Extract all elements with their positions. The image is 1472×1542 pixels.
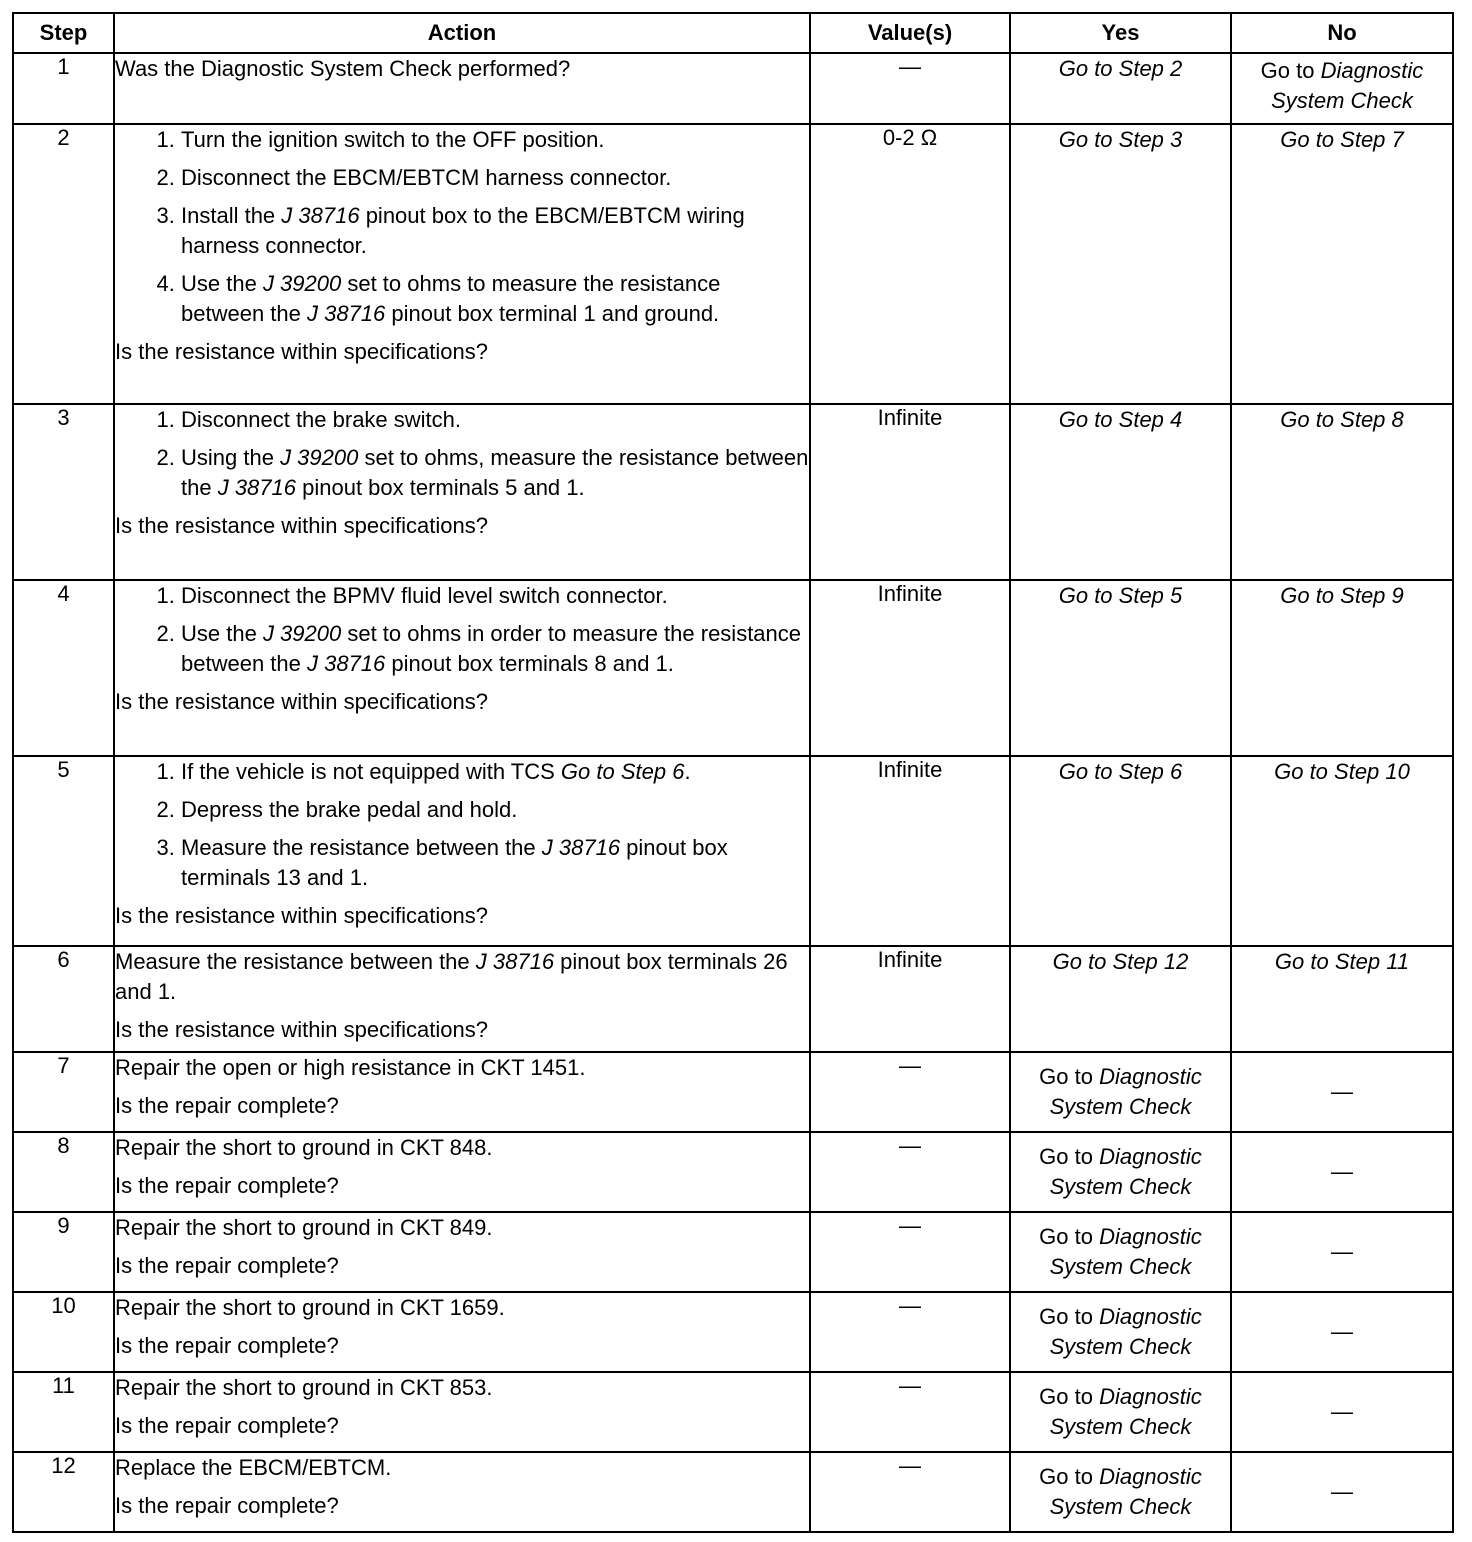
no-cell: — bbox=[1231, 1132, 1453, 1212]
action-text: Repair the short to ground in CKT 849. bbox=[115, 1215, 493, 1240]
yes-cell: Go to Step 6 bbox=[1010, 756, 1231, 946]
question-text: Is the repair complete? bbox=[115, 1253, 339, 1278]
action-cell bbox=[114, 1452, 810, 1532]
question-text: Is the repair complete? bbox=[115, 1413, 339, 1438]
list-item: 1. Turn the ignition switch to the OFF position. bbox=[181, 125, 809, 155]
step-number: 12 bbox=[13, 1452, 114, 1532]
no-cell: Go to Step 7 bbox=[1231, 124, 1453, 404]
list-item: 1. Disconnect the brake switch. bbox=[181, 405, 809, 435]
table-row bbox=[13, 1212, 1453, 1292]
step-number: 2 bbox=[13, 124, 114, 404]
step-number: 3 bbox=[13, 404, 114, 580]
action-list bbox=[115, 405, 809, 503]
no-cell: Go to Step 8 bbox=[1231, 404, 1453, 580]
value-cell: — bbox=[810, 53, 1010, 124]
yes-cell: Go to Step 4 bbox=[1010, 404, 1231, 580]
list-item: 3. Install the J 38716 pinout box to the EBCM/EBTCM wiring harness connector. bbox=[181, 201, 809, 261]
question-text: Is the repair complete? bbox=[115, 1333, 339, 1358]
yes-cell: Go to Step 2 bbox=[1010, 53, 1231, 124]
list-item: 1. If the vehicle is not equipped with TCS Go to Step 6. bbox=[181, 757, 809, 787]
value-cell: — bbox=[810, 1052, 1010, 1132]
action-cell bbox=[114, 124, 810, 404]
action-list bbox=[115, 125, 809, 329]
action-cell bbox=[114, 1372, 810, 1452]
no-cell: — bbox=[1231, 1372, 1453, 1452]
step-number: 11 bbox=[13, 1372, 114, 1452]
list-item: 2. Use the J 39200 set to ohms in order to measure the resistance between the J 38716 pinout box terminals 8 and 1. bbox=[181, 619, 809, 679]
list-item: 1. Disconnect the BPMV fluid level switch connector. bbox=[181, 581, 809, 611]
table-row bbox=[13, 1052, 1453, 1132]
action-text: Repair the short to ground in CKT 848. bbox=[115, 1135, 493, 1160]
yes-cell: Go to Step 5 bbox=[1010, 580, 1231, 756]
question-text: Is the resistance within specifications? bbox=[115, 513, 488, 538]
yes-cell: Go to Diagnostic System Check bbox=[1010, 1052, 1231, 1132]
action-cell bbox=[114, 946, 810, 1052]
table-row bbox=[13, 1292, 1453, 1372]
action-cell bbox=[114, 404, 810, 580]
no-cell: Go to Step 9 bbox=[1231, 580, 1453, 756]
yes-cell: Go to Diagnostic System Check bbox=[1010, 1372, 1231, 1452]
action-text: Measure the resistance between the J 38716 pinout box terminals 26 and 1. bbox=[115, 949, 788, 1004]
header-row bbox=[13, 13, 1453, 53]
yes-cell: Go to Diagnostic System Check bbox=[1010, 1132, 1231, 1212]
value-cell: Infinite bbox=[810, 946, 1010, 1052]
question-text: Is the resistance within specifications? bbox=[115, 689, 488, 714]
action-text: Repair the short to ground in CKT 853. bbox=[115, 1375, 493, 1400]
header-step: Step bbox=[13, 13, 114, 53]
header-values: Value(s) bbox=[810, 13, 1010, 53]
step-number: 9 bbox=[13, 1212, 114, 1292]
list-item: 2. Disconnect the EBCM/EBTCM harness connector. bbox=[181, 163, 809, 193]
action-cell bbox=[114, 1212, 810, 1292]
question-text: Is the repair complete? bbox=[115, 1173, 339, 1198]
no-cell: — bbox=[1231, 1212, 1453, 1292]
question-text: Is the repair complete? bbox=[115, 1493, 339, 1518]
value-cell: — bbox=[810, 1372, 1010, 1452]
step-number: 7 bbox=[13, 1052, 114, 1132]
action-text: Was the Diagnostic System Check performed? bbox=[115, 56, 571, 81]
table-row bbox=[13, 1452, 1453, 1532]
step-number: 1 bbox=[13, 53, 114, 124]
header-no: No bbox=[1231, 13, 1453, 53]
no-cell: Go to Diagnostic System Check bbox=[1231, 53, 1453, 124]
value-cell: — bbox=[810, 1212, 1010, 1292]
table-row bbox=[13, 404, 1453, 580]
yes-cell: Go to Diagnostic System Check bbox=[1010, 1292, 1231, 1372]
table-row bbox=[13, 1372, 1453, 1452]
list-item: 2. Depress the brake pedal and hold. bbox=[181, 795, 809, 825]
yes-cell: Go to Step 12 bbox=[1010, 946, 1231, 1052]
table-row bbox=[13, 946, 1453, 1052]
question-text: Is the resistance within specifications? bbox=[115, 1017, 488, 1042]
action-cell bbox=[114, 1052, 810, 1132]
action-cell bbox=[114, 1132, 810, 1212]
no-cell: Go to Step 11 bbox=[1231, 946, 1453, 1052]
header-yes: Yes bbox=[1010, 13, 1231, 53]
no-cell: — bbox=[1231, 1452, 1453, 1532]
header-action: Action bbox=[114, 13, 810, 53]
action-text: Replace the EBCM/EBTCM. bbox=[115, 1455, 392, 1480]
step-number: 8 bbox=[13, 1132, 114, 1212]
question-text: Is the resistance within specifications? bbox=[115, 339, 488, 364]
action-list bbox=[115, 757, 809, 893]
question-text: Is the resistance within specifications? bbox=[115, 903, 488, 928]
action-list bbox=[115, 581, 809, 679]
table-row bbox=[13, 1132, 1453, 1212]
value-cell: Infinite bbox=[810, 580, 1010, 756]
list-item: 4. Use the J 39200 set to ohms to measure the resistance between the J 38716 pinout box terminal 1 and ground. bbox=[181, 269, 809, 329]
table-row bbox=[13, 53, 1453, 124]
diagnostic-table bbox=[12, 12, 1454, 1533]
action-cell bbox=[114, 53, 810, 124]
action-text: Repair the open or high resistance in CKT 1451. bbox=[115, 1055, 586, 1080]
step-number: 4 bbox=[13, 580, 114, 756]
step-number: 10 bbox=[13, 1292, 114, 1372]
value-cell: — bbox=[810, 1292, 1010, 1372]
value-cell: — bbox=[810, 1452, 1010, 1532]
no-cell: Go to Step 10 bbox=[1231, 756, 1453, 946]
action-cell bbox=[114, 1292, 810, 1372]
list-item: 2. Using the J 39200 set to ohms, measure the resistance between the J 38716 pinout box terminals 5 and 1. bbox=[181, 443, 809, 503]
no-cell: — bbox=[1231, 1052, 1453, 1132]
yes-cell: Go to Diagnostic System Check bbox=[1010, 1452, 1231, 1532]
table-row bbox=[13, 124, 1453, 404]
action-cell bbox=[114, 580, 810, 756]
value-cell: Infinite bbox=[810, 756, 1010, 946]
action-cell bbox=[114, 756, 810, 946]
list-item: 3. Measure the resistance between the J 38716 pinout box terminals 13 and 1. bbox=[181, 833, 809, 893]
yes-cell: Go to Step 3 bbox=[1010, 124, 1231, 404]
step-number: 6 bbox=[13, 946, 114, 1052]
question-text: Is the repair complete? bbox=[115, 1093, 339, 1118]
value-cell: Infinite bbox=[810, 404, 1010, 580]
step-number: 5 bbox=[13, 756, 114, 946]
value-cell: 0-2 Ω bbox=[810, 124, 1010, 404]
action-text: Repair the short to ground in CKT 1659. bbox=[115, 1295, 505, 1320]
no-cell: — bbox=[1231, 1292, 1453, 1372]
table-row bbox=[13, 756, 1453, 946]
table-row bbox=[13, 580, 1453, 756]
yes-cell: Go to Diagnostic System Check bbox=[1010, 1212, 1231, 1292]
value-cell: — bbox=[810, 1132, 1010, 1212]
